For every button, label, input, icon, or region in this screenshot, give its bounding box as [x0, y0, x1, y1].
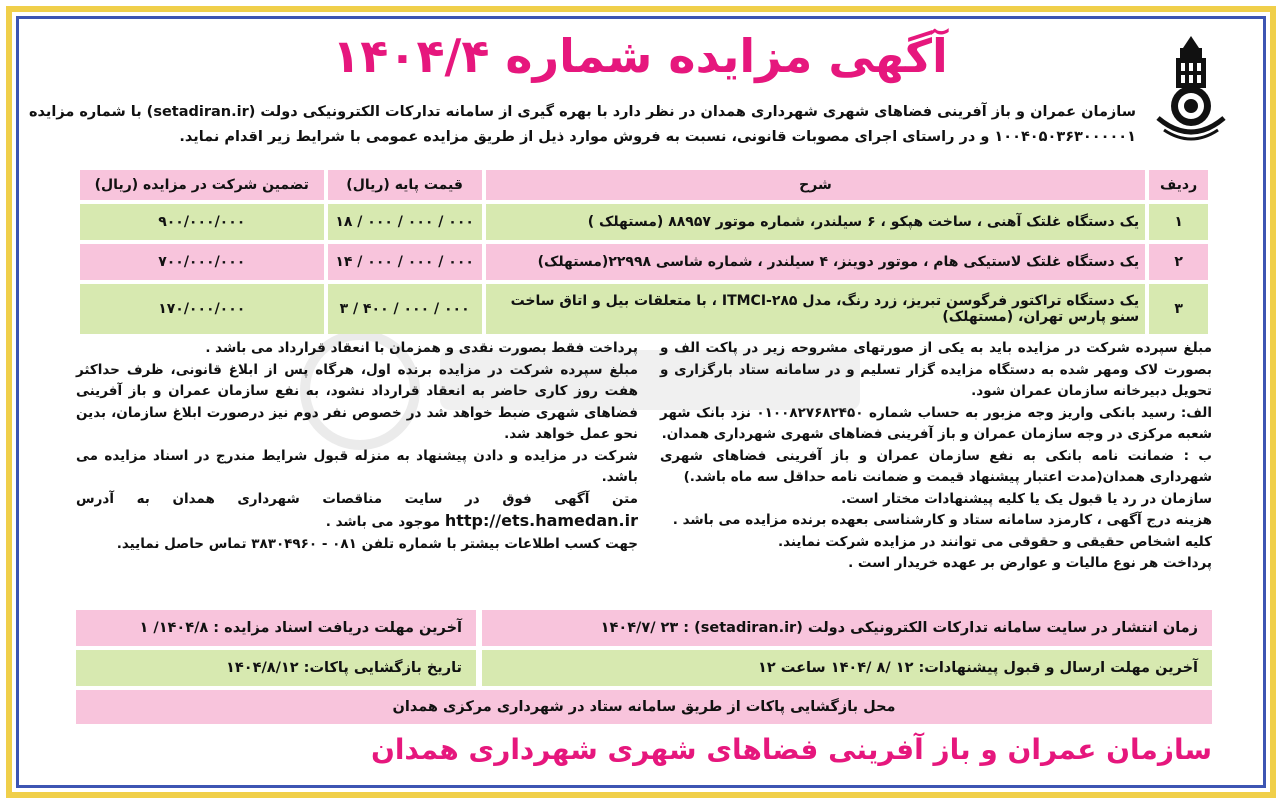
row-description: یک دستگاه غلتک آهنی ، ساخت هپکو ، ۶ سیلندر، شماره موتور ۸۸۹۵۷ (مستهلک )	[486, 204, 1145, 240]
hamedan-tower-logo-icon	[1150, 34, 1232, 142]
intro-text	[28, 100, 1136, 150]
opening-place-text: محل بازگشایی پاکات از طریق سامانه ستاد در شهرداری مرکزی همدان	[392, 699, 896, 715]
auction-items-table	[76, 166, 1212, 338]
row-description: یک دستگاه تراکتور فرگوسن تبریز، زرد رنگ، مدل ITMCI-۲۸۵ ، با متعلقات بیل و اتاق ساخت سنو پارس تهران، (مستهلک)	[486, 284, 1145, 334]
table-row	[80, 284, 1208, 334]
opening-date-box	[76, 650, 476, 686]
footer-organization-name: سازمان عمران و باز آفرینی فضاهای شهری شهرداری همدان	[370, 733, 1212, 766]
row-base-price: ۱۴ / ۰۰۰ / ۰۰۰ / ۰۰۰	[328, 244, 482, 280]
contact-paragraph: جهت کسب اطلاعات بیشتر با شماره تلفن ۰۸۱ - ۳۸۳۰۴۹۶۰ تماس حاصل نمایید.	[116, 535, 638, 552]
condition-paragraph: مبلغ سپرده شرکت در مزایده باید به یکی از صورتهای مشروحه زیر در پاکت الف و بصورت لاک ومهر شده به دستگاه مزایده گزار تسلیم و در سامانه ستاد بارگزاری و تحویل دبیرخانه سازمان عمران شود.	[660, 340, 1212, 399]
doc-deadline-box	[76, 610, 476, 646]
opening-date-text: تاریخ بازگشایی پاکات: ۱۴۰۴/۸/۱۲	[226, 660, 462, 676]
page-title: آگهی مزایده شماره ۱۴۰۴/۴	[332, 29, 948, 83]
table-row	[80, 244, 1208, 280]
opening-place-box	[76, 690, 1212, 724]
header-row-number: ردیف	[1149, 170, 1208, 200]
row-guarantee: ۱۷۰/۰۰۰/۰۰۰	[80, 284, 324, 334]
doc-deadline-text: آخرین مهلت دریافت اسناد مزایده : ۱۴۰۴/۸/ ۱	[139, 620, 462, 636]
condition-paragraph: شرکت در مزایده و دادن پیشنهاد به منزله قبول شرایط مندرج در اسناد مزایده می باشد.	[76, 447, 638, 485]
condition-paragraph: سازمان در رد یا قبول یک یا کلیه پیشنهادات مختار است.	[841, 490, 1212, 507]
header-guarantee: تضمین شرکت در مزایده (ریال)	[80, 170, 324, 200]
header-base-price: قیمت پایه (ریال)	[328, 170, 482, 200]
condition-paragraph: هزینه درج آگهی ، کارمزد سامانه ستاد و کارشناسی بعهده برنده مزایده می باشد .	[672, 512, 1212, 528]
row-description: یک دستگاه غلتک لاستیکی هام ، موتور دوینز، ۴ سیلندر ، شماره شاسی ۲۲۹۹۸(مستهلک)	[486, 244, 1145, 280]
submit-deadline-text: آخرین مهلت ارسال و قبول پیشنهادات: ۱۲ /۸ /۱۴۰۴ ساعت ۱۲	[757, 660, 1198, 676]
intro-line-1: سازمان عمران و باز آفرینی فضاهای شهری شهرداری همدان در نظر دارد با بهره گیری از سامانه تدارکات الکترونیکی دولت (setadiran.ir) با شماره مزایده	[28, 104, 1136, 120]
condition-paragraph: مبلغ سپرده شرکت در مزایده برنده اول، هرگاه پس از ابلاغ قانونی، ظرف حداکثر هفت روز کاری حاضر به انعقاد قرارداد نشود، به نفع سازمان عمران و باز آفرینی فضاهای شهری ضبط خواهد شد در خصوص نفر دوم نیز درصورت ابلاغ سازمان، بدین نحو عمل خواهد شد.	[76, 361, 638, 442]
publish-date-box	[482, 610, 1212, 646]
publish-date-text: زمان انتشار در سایت سامانه تدارکات الکترونیکی دولت (setadiran.ir) : ۱۴۰۴/۷/ ۲۳	[600, 620, 1198, 636]
website-tail: موجود می باشد .	[325, 514, 441, 530]
row-number: ۲	[1149, 244, 1208, 280]
row-number: ۳	[1149, 284, 1208, 334]
condition-paragraph: کلیه اشخاص حقیقی و حقوقی می توانند در مزایده شرکت نمایند.	[777, 533, 1212, 550]
row-base-price: ۳ / ۴۰۰ / ۰۰۰ / ۰۰۰	[328, 284, 482, 334]
condition-paragraph: پرداخت هر نوع مالیات و عوارض بر عهده خریدار است .	[848, 555, 1212, 571]
condition-paragraph: ب : ضمانت نامه بانکی به نفع سازمان عمران و باز آفرینی فضاهای شهری شهرداری همدان(مدت اعتبار پیشنهاد قیمت و ضمانت نامه حداقل سه ماه باشد.)	[660, 447, 1212, 485]
table-row	[80, 204, 1208, 240]
intro-line-2: ۱۰۰۴۰۵۰۳۶۳۰۰۰۰۰۱ و در راستای اجرای مصوبات قانونی، نسبت به فروش موارد ذیل از طریق مزایده عمومی با شرایط زیر اقدام نماید.	[179, 129, 1136, 145]
submit-deadline-box	[482, 650, 1212, 686]
row-guarantee: ۹۰۰/۰۰۰/۰۰۰	[80, 204, 324, 240]
table-header-row	[80, 170, 1208, 200]
conditions-right-column	[660, 338, 1212, 575]
condition-paragraph: پرداخت فقط بصورت نقدی و همزمان با انعقاد قرارداد می باشد .	[205, 340, 638, 356]
condition-paragraph: الف: رسید بانکی واریز وجه مزبور به حساب شماره ۰۱۰۰۸۲۷۶۸۲۴۵۰ نزد بانک شهر شعبه مرکزی در وجه سازمان عمران و باز آفرینی فضاهای شهری شهرداری همدان.	[660, 404, 1212, 442]
row-guarantee: ۷۰۰/۰۰۰/۰۰۰	[80, 244, 324, 280]
website-link[interactable]: http://ets.hamedan.ir	[444, 511, 638, 530]
row-number: ۱	[1149, 204, 1208, 240]
conditions-left-column	[76, 338, 638, 555]
website-text: متن آگهی فوق در سایت مناقصات شهرداری همدان به آدرس	[76, 490, 638, 507]
header-description: شرح	[486, 170, 1145, 200]
row-base-price: ۱۸ / ۰۰۰ / ۰۰۰ / ۰۰۰	[328, 204, 482, 240]
website-paragraph	[76, 489, 638, 534]
